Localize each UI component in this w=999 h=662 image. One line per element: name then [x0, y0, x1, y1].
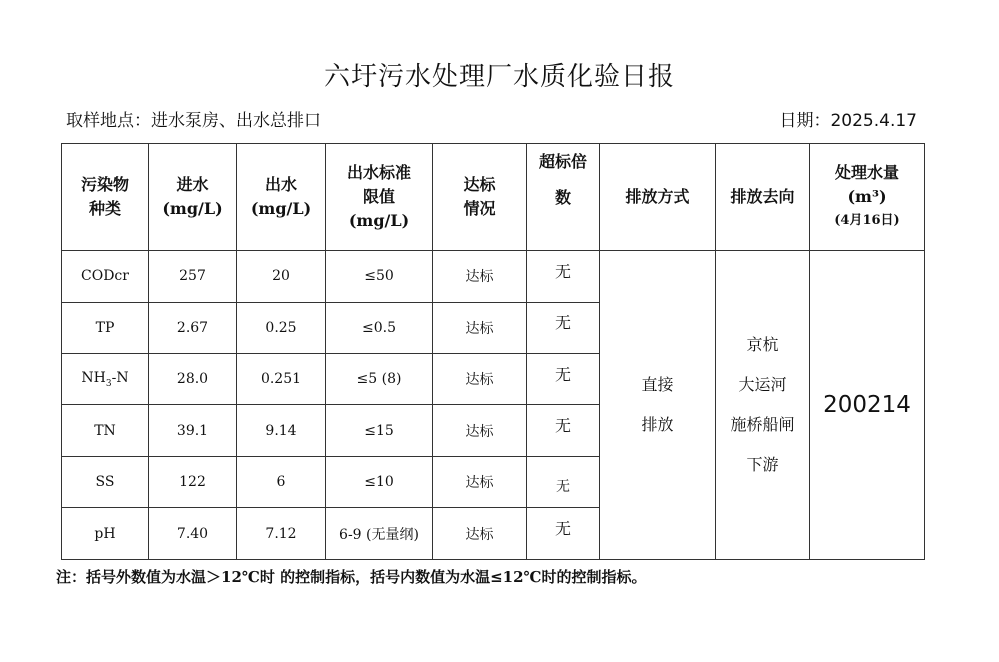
discharge-method-cell: 直接 排放 — [600, 251, 716, 560]
pollutant-name: TP — [62, 302, 149, 353]
limit-value: ≤50 — [326, 251, 433, 302]
exceed-value: 无 — [527, 508, 600, 560]
pollutant-name: SS — [62, 456, 149, 507]
limit-value: ≤15 — [326, 405, 433, 456]
outflow-value: 7.12 — [237, 508, 326, 560]
header-inflow: 进水 (mg/L) — [149, 144, 237, 251]
pollutant-name: TN — [62, 405, 149, 456]
exceed-value: 无 — [527, 302, 600, 353]
limit-value: ≤0.5 — [326, 302, 433, 353]
limit-value: ≤5 (8) — [326, 353, 433, 404]
exceed-value: 无 — [527, 251, 600, 302]
limit-value: 6-9 (无量纲) — [326, 508, 433, 560]
header-volume: 处理水量 (m³) (4月16日) — [810, 144, 925, 251]
exceed-value: 无 — [527, 353, 600, 404]
pollutant-name: CODcr — [62, 251, 149, 302]
report-date: 日期：2025.4.17 — [779, 111, 917, 131]
inflow-value: 257 — [149, 251, 237, 302]
inflow-value: 7.40 — [149, 508, 237, 560]
status-value: 达标 — [433, 456, 527, 507]
sampling-location: 取样地点：进水泵房、出水总排口 — [66, 111, 321, 131]
table-row — [62, 251, 925, 302]
pollutant-name: $NH_3-N$ — [62, 353, 149, 404]
header-status: 达标 情况 — [433, 144, 527, 251]
header-outflow: 出水 (mg/L) — [237, 144, 326, 251]
inflow-value: 122 — [149, 456, 237, 507]
header-limit: 出水标准 限值 (mg/L) — [326, 144, 433, 251]
exceed-value: 无 — [527, 456, 600, 507]
report-title: 六圩污水处理厂水质化验日报 — [323, 62, 675, 92]
exceed-value: 无 — [527, 405, 600, 456]
volume-value: 200214 — [823, 392, 911, 418]
inflow-value: 28.0 — [149, 353, 237, 404]
outflow-value: 0.25 — [237, 302, 326, 353]
outflow-value: 6 — [237, 456, 326, 507]
pollutant-name: pH — [62, 508, 149, 560]
status-value: 达标 — [433, 251, 527, 302]
table-header-row — [62, 144, 925, 251]
status-value: 达标 — [433, 405, 527, 456]
header-discharge-dest: 排放去向 — [716, 144, 810, 251]
header-pollutant: 污染物 种类 — [62, 144, 149, 251]
outflow-value: 9.14 — [237, 405, 326, 456]
footnote: 注：括号外数值为水温＞12℃时 的控制指标，括号内数值为水温≤12℃时的控制指标。 — [56, 568, 647, 586]
limit-value: ≤10 — [326, 456, 433, 507]
outflow-value: 20 — [237, 251, 326, 302]
water-quality-table — [61, 143, 925, 560]
status-value: 达标 — [433, 302, 527, 353]
header-discharge-method: 排放方式 — [600, 144, 716, 251]
status-value: 达标 — [433, 353, 527, 404]
status-value: 达标 — [433, 508, 527, 560]
outflow-value: 0.251 — [237, 353, 326, 404]
inflow-value: 39.1 — [149, 405, 237, 456]
inflow-value: 2.67 — [149, 302, 237, 353]
volume-cell — [810, 251, 925, 560]
discharge-dest-cell: 京杭 大运河 施桥船闸 下游 — [716, 251, 810, 560]
header-exceed: 超标倍 数 — [527, 144, 600, 251]
